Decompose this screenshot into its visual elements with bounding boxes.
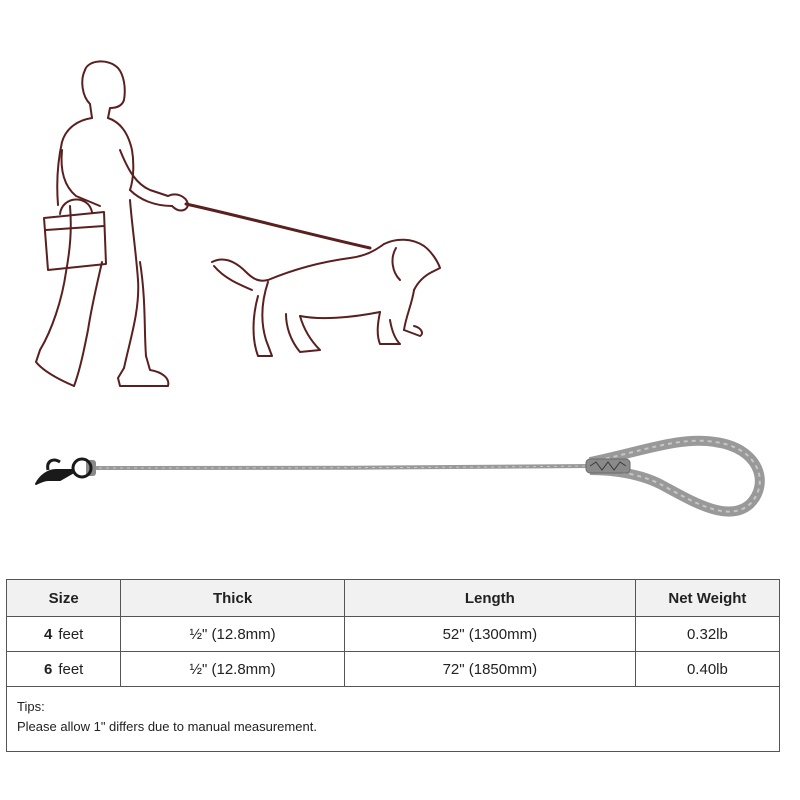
tips-row [7, 687, 780, 752]
weight-cell: 0.32lb [635, 617, 779, 652]
table-header-row [7, 580, 780, 617]
table-row [7, 652, 780, 687]
tips-text: Please allow 1" differs due to manual measurement. [17, 719, 317, 734]
tips-cell [7, 687, 780, 752]
thick-cell: ½" (12.8mm) [121, 652, 345, 687]
man-figure [36, 61, 188, 386]
size-table [6, 579, 780, 752]
size-unit: feet [58, 625, 84, 643]
leash-line [186, 204, 370, 248]
header-size: Size [7, 580, 121, 617]
size-number: 4 [43, 625, 53, 643]
size-number: 6 [43, 660, 53, 678]
thick-cell: ½" (12.8mm) [121, 617, 345, 652]
table-row [7, 617, 780, 652]
tips-title: Tips: [17, 699, 45, 714]
weight-cell: 0.40lb [635, 652, 779, 687]
size-cell [7, 617, 121, 652]
header-thick: Thick [121, 580, 345, 617]
length-cell: 52" (1300mm) [344, 617, 635, 652]
dog-figure [212, 240, 440, 356]
dog-leash-image [36, 441, 760, 512]
header-length: Length [344, 580, 635, 617]
length-cell: 72" (1850mm) [344, 652, 635, 687]
size-cell [7, 652, 121, 687]
metal-clip-icon [36, 459, 91, 484]
header-net-weight: Net Weight [635, 580, 779, 617]
size-unit: feet [58, 660, 84, 678]
